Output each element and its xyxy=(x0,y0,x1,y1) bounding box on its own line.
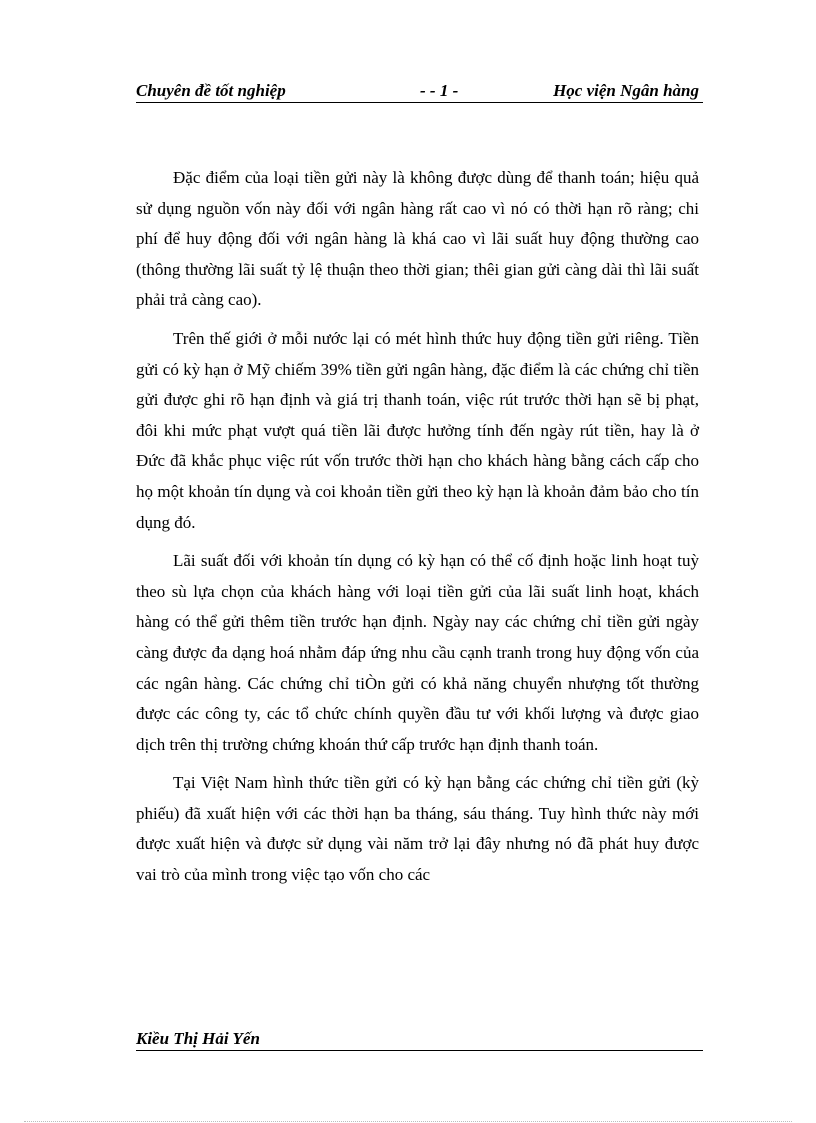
header-institution: Học viện Ngân hàng xyxy=(553,81,699,100)
page-footer xyxy=(136,1028,703,1051)
paragraph-1: Đặc điểm của loại tiền gửi này là không được dùng để thanh toán; hiệu quả sử dụng nguồn vốn này đối với ngân hàng rất cao vì nó có thời hạn rõ ràng; chi phí để huy động đối với ngân hàng là khá cao vì lãi suất huy động thường cao (thông thường lãi suất tỷ lệ thuận theo thời gian; thêi gian gửi càng dài thì lãi suất phải trả càng cao). xyxy=(136,168,699,310)
paragraph-2: Trên thế giới ở mỗi nước lại có mét hình thức huy động tiền gửi riêng. Tiền gửi có kỳ hạn ở Mỹ chiếm 39% tiền gửi ngân hàng, đặc điểm là các chứng chỉ tiền gửi được ghi rõ hạn định và giá trị thanh toán, việc rút trước thời hạn sẽ bị phạt, đôi khi mức phạt vượt quá tiền lãi được hưởng tính đến ngày rút tiền, hay là ở Đức đã khắc phục việc rút vốn trước thời hạn cho khách hàng bằng cách cấp cho họ một khoản tín dụng và coi khoản tiền gửi theo kỳ hạn là khoản đảm bảo cho tín dụng đó. xyxy=(136,328,699,532)
document-body xyxy=(136,163,699,899)
page-bottom-edge xyxy=(24,1121,792,1122)
header-page-number: - - 1 - xyxy=(420,81,459,100)
header-document-type: Chuyên đề tốt nghiệp xyxy=(136,81,286,100)
footer-author: Kiều Thị Hải Yến xyxy=(136,1029,260,1048)
page-header xyxy=(136,80,703,103)
paragraph-4: Tại Việt Nam hình thức tiền gửi có kỳ hạn bằng các chứng chỉ tiền gửi (kỳ phiếu) đã xuất hiện với các thời hạn ba tháng, sáu tháng. Tuy hình thức này mới được xuất hiện và được sử dụng vài năm trở lại đây nhưng nó đã phát huy được vai trò của mình trong việc tạo vốn cho các xyxy=(136,773,699,885)
paragraph-3: Lãi suất đối với khoản tín dụng có kỳ hạn có thể cố định hoặc linh hoạt tuỳ theo sù lựa chọn của khách hàng với loại tiền gửi của lãi suất linh hoạt, khách hàng có thể gửi thêm tiền trước hạn định. Ngày nay các chứng chỉ tiền gửi ngày càng được đa dạng hoá nhằm đáp ứng nhu cầu cạnh tranh trong huy động vốn của các ngân hàng. Các chứng chỉ tiÒn gửi có khả năng chuyển nhượng tốt thường được các công ty, các tổ chức chính quyền đầu tư với khối lượng và được giao dịch trên thị trường chứng khoán thứ cấp trước hạn định thanh toán. xyxy=(136,551,699,754)
